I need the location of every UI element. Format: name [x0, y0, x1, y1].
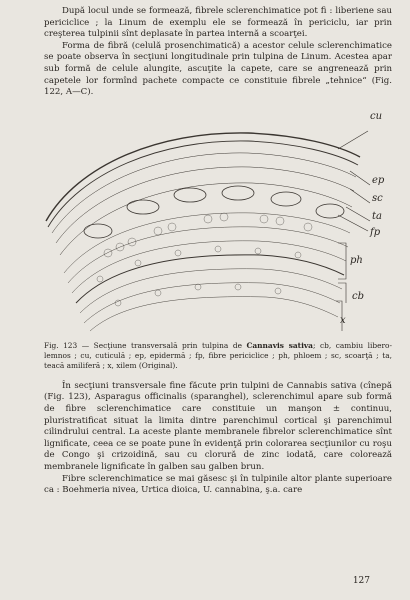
paragraph-fiber-shape: Forma de fibră (celulă prosenchimatică) a acestor celule sclerenchimatice se poate observa în secţiuni longitudinale prin tulpina de Linum. Acestea apar sub formă de celule alungite, ascuţite la capete, care se angrenează prin capetele lor formînd pachete compacte ce constituie fibrele „tehnice“ (Fig. 122, A—C).	[44, 40, 392, 98]
label-cu: cu	[370, 110, 383, 122]
epidermis-line	[48, 141, 358, 227]
cell-texture	[97, 213, 312, 306]
page-number: 127	[352, 576, 370, 586]
paragraph-other-plants: Fibre sclerenchimatice se mai găsesc şi în tulpinile altor plante superioare ca : Boehmeria nivea, Urtica dioica, U. cannabina, ş.a. care	[44, 473, 392, 496]
label-ta: ta	[372, 210, 382, 222]
cortex-cells	[52, 153, 356, 255]
label-ep: ep	[372, 174, 385, 186]
pericyclic-fiber-bundles	[84, 186, 344, 238]
label-fp: fp	[370, 226, 381, 238]
caption-prefix: Fig. 123 — Secţiune transversală prin tulpina de	[44, 340, 242, 350]
label-sc: sc	[372, 192, 383, 204]
xylem-rows	[80, 269, 342, 331]
phloem-band	[64, 213, 350, 293]
label-cb: cb	[352, 290, 365, 302]
paragraph-cross-sections: În secţiuni transversale fine făcute prin tulpini de Cannabis sativa (cînepă (Fig. 123), Asparagus officinalis (sparanghel), sclerenchimul apare sub formă de fibre sclerenchimatice care constituie un manşon ± continuu, pluristratificat situat la limita dintre parenchimul cortical şi parenchimul cilindrului central. La aceste plante membranele fibrelor sclerenchimatice sînt lignificate, ceea ce se poate pune în evidenţă prin colorarea secţiunilor cu roşu de Congo şi crizoidină, sau cu clorură de zinc iodată, care colorează membranele lignificate în galben sau galben brun.	[44, 380, 392, 472]
paragraph-fiber-location: După locul unde se formează, fibrele sclerenchimatice pot fi : liberiene sau periciclice ; la Linum de exemplu ele se formează în periciclu, iar prin creşterea tulpinii sînt deplasate în partea internă a scoarţei.	[44, 6, 392, 40]
label-x: x	[340, 314, 346, 326]
cuticle-line	[46, 133, 360, 221]
figure-caption	[44, 341, 392, 371]
figure-123	[44, 103, 392, 333]
caption-rest: ; cb, cambiu libero-lemnos ; cu, cuticulă ; ep, epidermă ; fp, fibre periciclice ; ph, phloem ; sc, scoarţă ; ta, teacă amiliferă ; x, xilem (Original).	[44, 340, 392, 370]
caption-species: Cannavis sativa	[246, 340, 313, 350]
label-ph: ph	[350, 254, 363, 266]
